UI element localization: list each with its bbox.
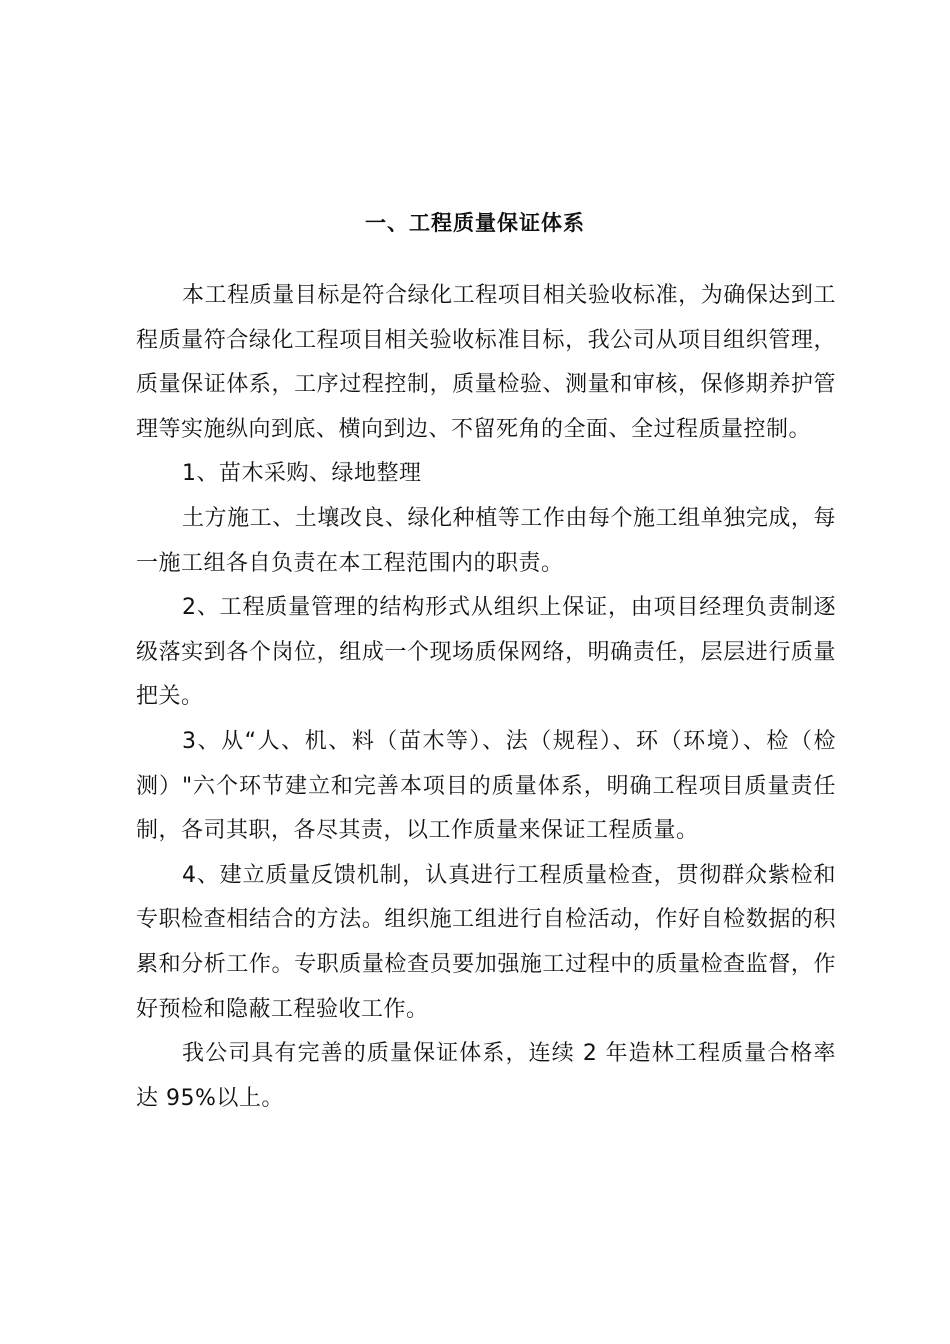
paragraph-item-3: 3、从“人、机、料（苗木等）、法（规程）、环（环境）、检（检测）"六个环节建立和完善本项目的质量体系，明确工程项目质量责任制，各司其职，各尽其责，以工作质量来保证工程质量。 (136, 728, 836, 844)
paragraph-quality-goal: 本工程质量目标是符合绿化工程项目相关验收标准，为确保达到工程质量符合绿化工程项目相关验收标准目标，我公司从项目组织管理，质量保证体系，工序过程控制，质量检验、测量和审核，保修期养护管理等实施纵向到底、横向到边、不留死角的全面、全过程质量控制。 (136, 283, 836, 442)
body-text (136, 274, 836, 1121)
paragraph-item-2: 2、工程质量管理的结构形式从组织上保证，由项目经理负责制逐级落实到各个岗位，组成一个现场质保网络，明确责任，层层进行质量把关。 (136, 595, 836, 710)
paragraph-item-1-heading: 1、苗木采购、绿地整理 (182, 461, 422, 487)
paragraph-item-4: 4、建立质量反馈机制，认真进行工程质量检查，贯彻群众紫检和专职检查相结合的方法。组织施工组进行自检活动，作好自检数据的积累和分析工作。专职质量检查员要加强施工过程中的质量检查监督，作好预检和隐蔽工程验收工作。 (136, 862, 836, 1022)
paragraph-conclusion: 我公司具有完善的质量保证体系，连续 2 年造林工程质量合格率达 95%以上。 (136, 1041, 836, 1111)
section-title: 一、工程质量保证体系 (365, 211, 585, 235)
paragraph-item-1-detail: 土方施工、土壤改良、绿化种植等工作由每个施工组单独完成，每一施工组各自负责在本工程范围内的职责。 (136, 505, 836, 576)
